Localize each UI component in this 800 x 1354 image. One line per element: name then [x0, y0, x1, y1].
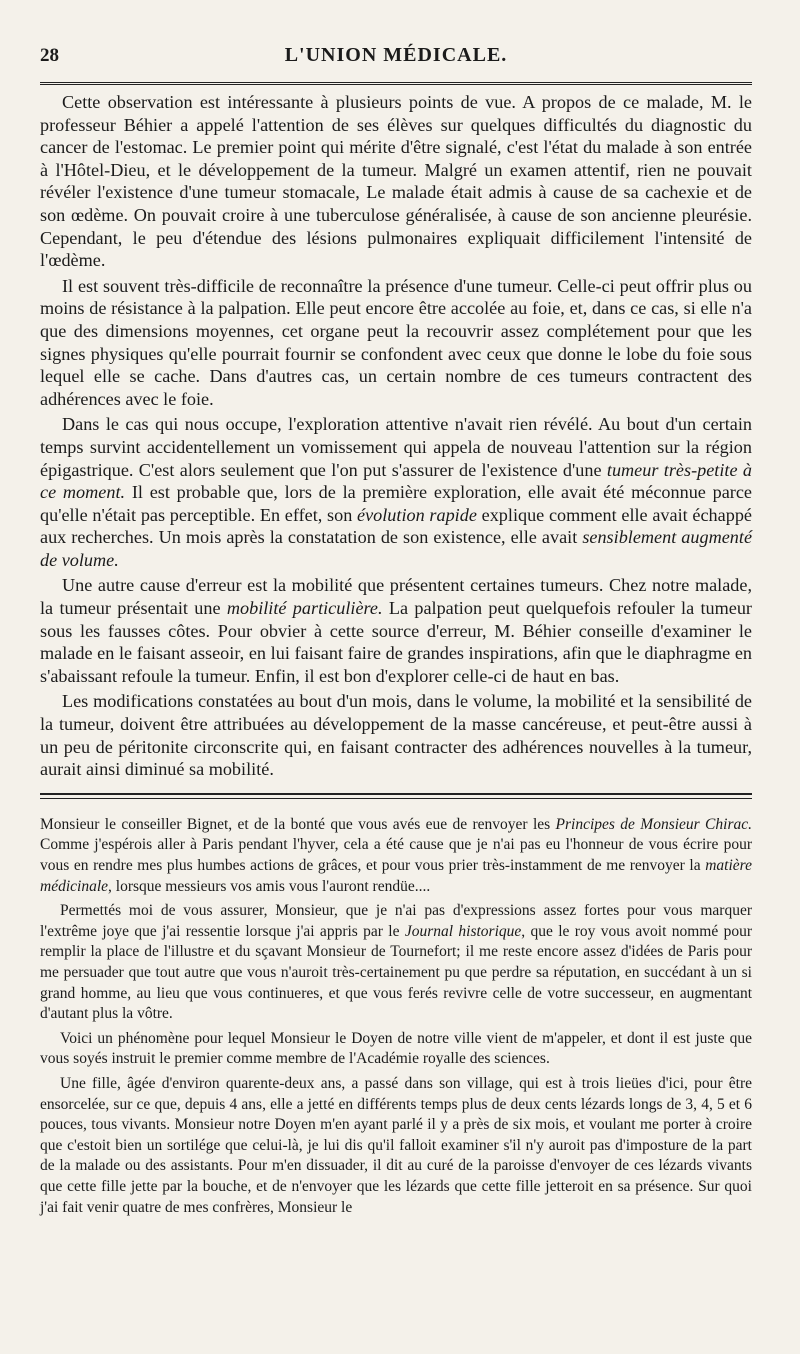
header-rule	[40, 82, 752, 85]
article-paragraph: Il est souvent très-difficile de reconnaître la présence d'une tumeur. Celle-ci peut offrir plus ou moins de résistance à la palpation. Elle peut encore être accolée au foie, et, dans ce cas, si elle n'a que des dimensions moyennes, cet organe peut la recouvrir assez complétement pour que les signes physiques qu'elle pourrait fournir se confondent avec ceux que donne le lobe du foie sous lequel elle se cache. Dans d'autres cas, un certain nombre de ces tumeurs contractent des adhérences avec le foie.	[40, 275, 752, 409]
feuilleton-letter	[40, 815, 752, 1218]
article-paragraph: Une autre cause d'erreur est la mobilité que présentent certaines tumeurs. Chez notre malade, la tumeur présentait une mobilité particulière. La palpation peut quelquefois refouler la tumeur sous les fausses côtes. Pour obvier à cette source d'erreur, M. Béhier conseille d'examiner le malade en le faisant asseoir, en lui faisant faire de grandes inspirations, afin que le diaphragme en s'abaissant refoule la tumeur. Enfin, il est bon d'explorer celle-ci de haut en bas.	[40, 575, 752, 686]
journal-title: L'UNION MÉDICALE.	[284, 44, 508, 66]
letter-paragraph: Monsieur le conseiller Bignet, et de la bonté que vous avés eue de renvoyer les Principes de Monsieur Chirac. Comme j'espérois aller à Paris pendant l'hyver, cela a été cause que je n'ai pas eu l'honneur de vous écrire pour vous en rendre mes plus humbes actions de grâces, et pour vous prier très-instamment de me renvoyer la matière médicinale, lorsque messieurs vos amis vous l'auront rendüe....	[40, 815, 752, 895]
article-paragraph: Dans le cas qui nous occupe, l'exploration attentive n'avait rien révélé. Au bout d'un certain temps survint accidentellement un vomissement qui appela de nouveau l'attention sur la région épigastrique. C'est alors seulement que l'on put s'assurer de l'existence d'une tumeur très-petite à ce moment. Il est probable que, lors de la première exploration, elle avait été méconnue parce qu'elle n'était pas perceptible. En effet, son évolution rapide explique comment elle avait échappé aux recherches. Un mois après la constatation de son existence, elle avait sensiblement augmenté de volume.	[40, 414, 753, 570]
letter-paragraph: Une fille, âgée d'environ quarente-deux ans, a passé dans son village, qui est à trois lieües d'ici, pour être ensorcelée, sur ce que, depuis 4 ans, elle a jetté en différents temps plus de deux cents lézards longs de 3, 4, 5 et 6 pouces, tous vivants. Monsieur notre Doyen m'en ayant parlé il y a près de six mois, et voulant me porter à croire que c'estoit bien un sortilége que celui-là, je lui dis qu'il falloit examiner s'il n'y auroit pas d'imposture de la part de la malade ou des assistants. Pour m'en dissuader, il dit au curé de la paroisse d'envoyer de ces lézards vivants que cette fille jette par la bouche, et de n'envoyer que les lézards que cette fille jetteroit en sa présence. Sur quoi j'ai fait venir quatre de mes confrères, Monsieur le	[40, 1074, 752, 1216]
journal-page	[40, 44, 752, 1218]
page-number: 28	[40, 45, 59, 66]
page-header	[40, 44, 752, 76]
section-divider	[40, 793, 752, 795]
section-divider-thin	[40, 798, 752, 799]
article-paragraph: Les modifications constatées au bout d'un mois, dans le volume, la mobilité et la sensibilité de la tumeur, doivent être attribuées au développement de la masse cancéreuse, et peut-être aussi à un peu de péritonite circonscrite qui, en faisant contracter des adhérences nouvelles à la tumeur, aurait ainsi diminué sa mobilité.	[40, 691, 752, 780]
letter-paragraph: Permettés moi de vous assurer, Monsieur, que je n'ai pas d'expressions assez fortes pour vous marquer l'extrême joye que j'ai ressentie lorsque j'ai appris par le Journal historique, que le roy vous avoit nommé pour remplir la place de l'illustre et du sçavant Monsieur de Tournefort; il me reste encore assez d'idées de Paris pour me persuader que tout autre que vous n'auroit très-certainement pu que perdre sa réputation, en succédant à un si grand homme, au lieu que vous continueres, et que vous ferés revivre celle de votre successeur, en augmentant d'autant plus la vôtre.	[40, 902, 752, 1023]
article-paragraph: Cette observation est intéressante à plusieurs points de vue. A propos de ce malade, M. le professeur Béhier a appelé l'attention de ses élèves sur quelques difficultés du diagnostic du cancer de l'estomac. Le premier point qui mérite d'être signalé, c'est l'état du malade à son entrée à l'Hôtel-Dieu, et le développement de la tumeur. Malgré un examen attentif, rien ne pouvait révéler l'existence d'une tumeur stomacale, Le malade était admis à cause de sa cachexie et de son œdème. On pouvait croire à une tuberculose généralisée, à cause de son ancienne pleurésie. Cependant, le peu d'étendue des lésions pulmonaires expliquait difficilement l'intensité de l'œdème.	[40, 92, 752, 271]
letter-paragraph: Voici un phénomène pour lequel Monsieur le Doyen de notre ville vient de m'appeler, et dont il est juste que vous soyés instruit le premier comme membre de l'Académie royalle des sciences.	[40, 1029, 752, 1068]
main-article	[40, 91, 752, 781]
